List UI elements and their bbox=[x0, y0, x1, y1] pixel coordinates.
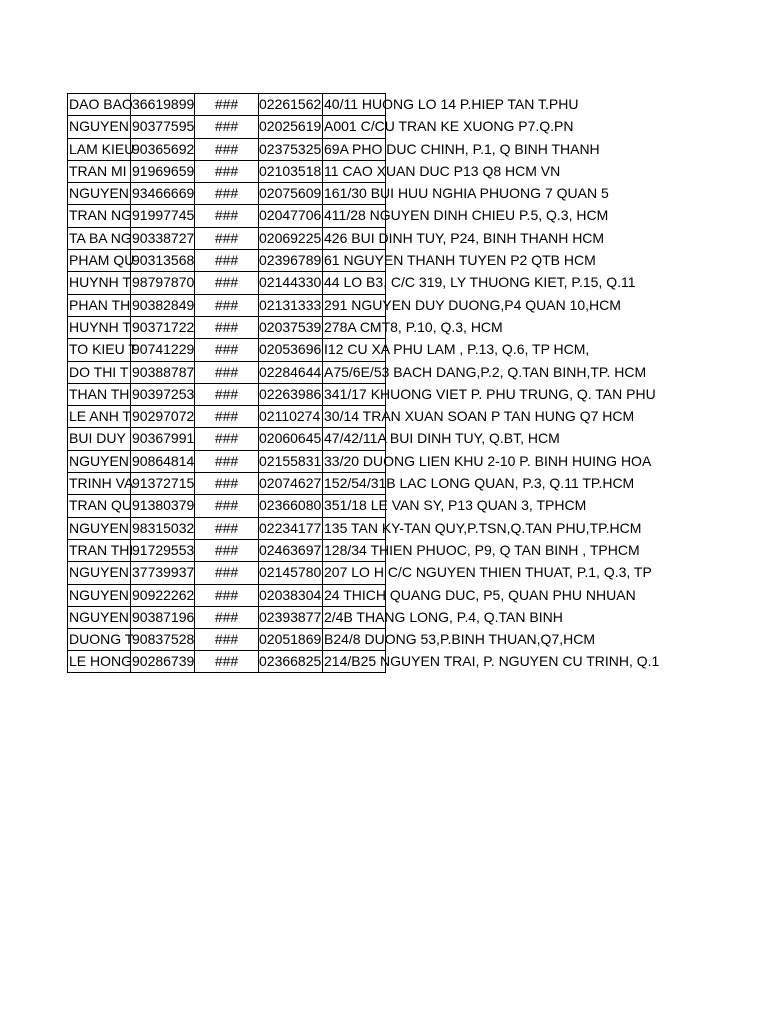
code-cell[interactable]: 02075609 bbox=[258, 182, 322, 204]
name-cell[interactable]: NGUYEN bbox=[67, 115, 130, 137]
code-cell[interactable]: 02051869 bbox=[258, 628, 322, 650]
code-cell[interactable]: 02263986 bbox=[258, 383, 322, 405]
date-cell[interactable]: ### bbox=[194, 115, 258, 137]
address-text: 61 NGUYEN THANH TUYEN P2 QTB HCM bbox=[324, 252, 596, 269]
date-cell[interactable]: ### bbox=[194, 427, 258, 449]
code-cell[interactable]: 02110274 bbox=[258, 405, 322, 427]
name-cell[interactable]: THAN TH bbox=[67, 383, 130, 405]
phone-cell[interactable]: 91372715 bbox=[130, 472, 194, 494]
code-cell[interactable]: 02155831 bbox=[258, 450, 322, 472]
table-row bbox=[67, 294, 647, 316]
date-cell[interactable]: ### bbox=[194, 450, 258, 472]
address-cell[interactable] bbox=[322, 472, 635, 494]
address-cell[interactable] bbox=[322, 338, 590, 360]
date-cell[interactable]: ### bbox=[194, 650, 258, 672]
address-cell[interactable] bbox=[322, 361, 647, 383]
address-text: 351/18 LE VAN SY, P13 QUAN 3, TPHCM bbox=[324, 497, 587, 514]
table-row bbox=[67, 338, 647, 360]
code-cell[interactable]: 02234177 bbox=[258, 517, 322, 539]
address-text: 69A PHO DUC CHINH, P.1, Q BINH THANH bbox=[324, 140, 600, 157]
phone-cell[interactable]: 90382849 bbox=[130, 294, 194, 316]
name-cell[interactable]: HUYNH T bbox=[67, 271, 130, 293]
phone-cell[interactable]: 90387196 bbox=[130, 606, 194, 628]
address-text: 2/4B THANG LONG, P.4, Q.TAN BINH bbox=[324, 608, 563, 625]
address-text: 214/B25 NGUYEN TRAI, P. NGUYEN CU TRINH, Q.1 bbox=[324, 653, 660, 670]
date-cell[interactable]: ### bbox=[194, 517, 258, 539]
address-cell[interactable] bbox=[322, 160, 561, 182]
phone-cell[interactable]: 90365692 bbox=[130, 138, 194, 160]
date-cell[interactable]: ### bbox=[194, 561, 258, 583]
address-cell[interactable] bbox=[322, 316, 503, 338]
phone-cell[interactable]: 91380379 bbox=[130, 494, 194, 516]
table-row bbox=[67, 271, 647, 293]
name-cell[interactable]: TRAN QU bbox=[67, 494, 130, 516]
code-cell[interactable]: 02131333 bbox=[258, 294, 322, 316]
code-cell[interactable]: 02038304 bbox=[258, 584, 322, 606]
phone-cell[interactable]: 98797870 bbox=[130, 271, 194, 293]
name-cell[interactable]: TO KIEU T bbox=[67, 338, 130, 360]
code-cell[interactable]: 02261562 bbox=[258, 93, 322, 115]
name-cell[interactable]: NGUYEN bbox=[67, 584, 130, 606]
address-cell[interactable] bbox=[322, 650, 660, 672]
address-cell[interactable] bbox=[322, 427, 560, 449]
table-row bbox=[67, 472, 647, 494]
name-cell[interactable]: DO THI T bbox=[67, 361, 130, 383]
table-row bbox=[67, 628, 647, 650]
name-cell[interactable]: TA BA NG bbox=[67, 227, 130, 249]
address-text: 207 LO H C/C NGUYEN THIEN THUAT, P.1, Q.3, TP bbox=[324, 564, 652, 581]
date-cell[interactable]: ### bbox=[194, 584, 258, 606]
address-cell[interactable] bbox=[322, 561, 652, 583]
name-cell[interactable]: LAM KIEU bbox=[67, 138, 130, 160]
table-row bbox=[67, 227, 647, 249]
date-cell[interactable]: ### bbox=[194, 227, 258, 249]
address-cell[interactable] bbox=[322, 584, 636, 606]
table-row bbox=[67, 450, 652, 472]
code-cell[interactable]: 02145780 bbox=[258, 561, 322, 583]
code-cell[interactable]: 02144330 bbox=[258, 271, 322, 293]
table-row bbox=[67, 405, 647, 427]
date-cell[interactable]: ### bbox=[194, 338, 258, 360]
spreadsheet-viewport bbox=[67, 93, 660, 693]
date-cell[interactable]: ### bbox=[194, 472, 258, 494]
code-cell[interactable]: 02393877 bbox=[258, 606, 322, 628]
date-cell[interactable]: ### bbox=[194, 204, 258, 226]
table-row bbox=[67, 650, 660, 672]
address-text: 411/28 NGUYEN DINH CHIEU P.5, Q.3, HCM bbox=[324, 207, 609, 224]
date-cell[interactable]: ### bbox=[194, 383, 258, 405]
address-text: 40/11 HUONG LO 14 P.HIEP TAN T.PHU bbox=[324, 96, 579, 112]
address-text: I12 CU XA PHU LAM , P.13, Q.6, TP HCM, bbox=[324, 341, 590, 358]
name-cell[interactable]: TRAN MI bbox=[67, 160, 130, 182]
address-cell[interactable] bbox=[322, 606, 563, 628]
table-row bbox=[67, 606, 647, 628]
date-cell[interactable]: ### bbox=[194, 494, 258, 516]
date-cell[interactable]: ### bbox=[194, 93, 258, 115]
address-cell[interactable] bbox=[322, 271, 636, 293]
phone-cell[interactable]: 90286739 bbox=[130, 650, 194, 672]
address-cell[interactable] bbox=[322, 227, 605, 249]
date-cell[interactable]: ### bbox=[194, 405, 258, 427]
phone-cell[interactable]: 91729553 bbox=[130, 539, 194, 561]
address-cell[interactable] bbox=[322, 494, 587, 516]
address-text: 30/14 TRAN XUAN SOAN P TAN HUNG Q7 HCM bbox=[324, 408, 635, 425]
address-text: B24/8 DUONG 53,P.BINH THUAN,Q7,HCM bbox=[324, 631, 596, 648]
address-cell[interactable] bbox=[322, 294, 621, 316]
table-row bbox=[67, 249, 647, 271]
address-text: 426 BUI DINH TUY, P24, BINH THANH HCM bbox=[324, 229, 605, 246]
address-cell[interactable] bbox=[322, 405, 635, 427]
address-text: 33/20 DUONG LIEN KHU 2-10 P. BINH HUING HOA bbox=[324, 452, 652, 469]
phone-cell[interactable]: 91969659 bbox=[130, 160, 194, 182]
table-row bbox=[67, 160, 647, 182]
table-row bbox=[67, 316, 647, 338]
address-text: 11 CAO XUAN DUC P13 Q8 HCM VN bbox=[324, 162, 561, 179]
code-cell[interactable]: 02463697 bbox=[258, 539, 322, 561]
code-cell[interactable]: 02103518 bbox=[258, 160, 322, 182]
phone-cell[interactable]: 90388787 bbox=[130, 361, 194, 383]
address-text: 152/54/31B LAC LONG QUAN, P.3, Q.11 TP.HCM bbox=[324, 475, 635, 492]
name-cell[interactable]: TRAN THI bbox=[67, 539, 130, 561]
phone-cell[interactable]: 90371722 bbox=[130, 316, 194, 338]
date-cell[interactable]: ### bbox=[194, 316, 258, 338]
phone-cell[interactable]: 90922262 bbox=[130, 584, 194, 606]
table-row bbox=[67, 517, 647, 539]
address-cell[interactable] bbox=[322, 517, 642, 539]
name-cell[interactable]: DAO BAO bbox=[67, 93, 130, 115]
date-cell[interactable]: ### bbox=[194, 138, 258, 160]
phone-cell[interactable]: 98315032 bbox=[130, 517, 194, 539]
table-row bbox=[67, 138, 647, 160]
phone-cell[interactable]: 90313568 bbox=[130, 249, 194, 271]
phone-cell[interactable]: 91997745 bbox=[130, 204, 194, 226]
phone-cell[interactable]: 93466669 bbox=[130, 182, 194, 204]
phone-cell[interactable]: 37739937 bbox=[130, 561, 194, 583]
code-cell[interactable]: 02060645 bbox=[258, 427, 322, 449]
address-cell[interactable] bbox=[322, 539, 640, 561]
table-row bbox=[67, 494, 647, 516]
address-cell[interactable] bbox=[322, 138, 600, 160]
code-cell[interactable]: 02069225 bbox=[258, 227, 322, 249]
phone-cell[interactable]: 90397253 bbox=[130, 383, 194, 405]
name-cell[interactable]: LE HONG bbox=[67, 650, 130, 672]
table-row bbox=[67, 584, 647, 606]
address-cell[interactable] bbox=[322, 450, 652, 472]
table-row bbox=[67, 539, 647, 561]
name-cell[interactable]: PHAM QU bbox=[67, 249, 130, 271]
date-cell[interactable]: ### bbox=[194, 606, 258, 628]
address-text: 135 TAN KY-TAN QUY,P.TSN,Q.TAN PHU,TP.HCM bbox=[324, 519, 642, 536]
name-cell[interactable]: NGUYEN bbox=[67, 606, 130, 628]
name-cell[interactable]: DUONG T bbox=[67, 628, 130, 650]
date-cell[interactable]: ### bbox=[194, 539, 258, 561]
phone-cell[interactable]: 90864814 bbox=[130, 450, 194, 472]
phone-cell[interactable]: 90837528 bbox=[130, 628, 194, 650]
address-text: 47/42/11A BUI DINH TUY, Q.BT, HCM bbox=[324, 430, 560, 447]
address-text: 278A CMT8, P.10, Q.3, HCM bbox=[324, 318, 503, 335]
code-cell[interactable]: 02047706 bbox=[258, 204, 322, 226]
code-cell[interactable]: 02366825 bbox=[258, 650, 322, 672]
address-text: A75/6E/53 BACH DANG,P.2, Q.TAN BINH,TP. HCM bbox=[324, 363, 647, 380]
name-cell[interactable]: NGUYEN bbox=[67, 517, 130, 539]
code-cell[interactable]: 02037539 bbox=[258, 316, 322, 338]
table-row bbox=[67, 182, 647, 204]
address-cell[interactable] bbox=[322, 93, 579, 115]
name-cell[interactable]: PHAN TH bbox=[67, 294, 130, 316]
name-cell[interactable]: NGUYEN bbox=[67, 450, 130, 472]
name-cell[interactable]: TRAN NG bbox=[67, 204, 130, 226]
name-cell[interactable]: LE ANH T bbox=[67, 405, 130, 427]
phone-cell[interactable]: 90338727 bbox=[130, 227, 194, 249]
address-text: A001 C/CU TRAN KE XUONG P7.Q.PN bbox=[324, 118, 574, 135]
phone-cell[interactable]: 90377595 bbox=[130, 115, 194, 137]
table-row bbox=[67, 383, 656, 405]
date-cell[interactable]: ### bbox=[194, 361, 258, 383]
date-cell[interactable]: ### bbox=[194, 249, 258, 271]
name-cell[interactable]: NGUYEN bbox=[67, 182, 130, 204]
table-row bbox=[67, 115, 647, 137]
spreadsheet-table bbox=[67, 93, 660, 673]
name-cell[interactable]: HUYNH T bbox=[67, 316, 130, 338]
phone-cell[interactable]: 36619899 bbox=[130, 93, 194, 115]
name-cell[interactable]: NGUYEN bbox=[67, 561, 130, 583]
code-cell[interactable]: 02284644 bbox=[258, 361, 322, 383]
address-cell[interactable] bbox=[322, 115, 574, 137]
table-row bbox=[67, 561, 652, 583]
date-cell[interactable]: ### bbox=[194, 294, 258, 316]
date-cell[interactable]: ### bbox=[194, 628, 258, 650]
address-text: 24 THICH QUANG DUC, P5, QUAN PHU NHUAN bbox=[324, 586, 636, 603]
table-row bbox=[67, 427, 647, 449]
phone-cell[interactable]: 90297072 bbox=[130, 405, 194, 427]
table-row bbox=[67, 93, 647, 115]
address-cell[interactable] bbox=[322, 182, 609, 204]
table-row bbox=[67, 204, 647, 226]
code-cell[interactable]: 02375325 bbox=[258, 138, 322, 160]
code-cell[interactable]: 02025619 bbox=[258, 115, 322, 137]
name-cell[interactable]: TRINH VA bbox=[67, 472, 130, 494]
address-text: 291 NGUYEN DUY DUONG,P4 QUAN 10,HCM bbox=[324, 296, 621, 313]
code-cell[interactable]: 02074627 bbox=[258, 472, 322, 494]
code-cell[interactable]: 02366080 bbox=[258, 494, 322, 516]
address-text: 128/34 THIEN PHUOC, P9, Q TAN BINH , TPHCM bbox=[324, 541, 640, 558]
address-cell[interactable] bbox=[322, 204, 609, 226]
name-cell[interactable]: BUI DUY bbox=[67, 427, 130, 449]
phone-cell[interactable]: 90741229 bbox=[130, 338, 194, 360]
date-cell[interactable]: ### bbox=[194, 182, 258, 204]
date-cell[interactable]: ### bbox=[194, 271, 258, 293]
address-cell[interactable] bbox=[322, 249, 596, 271]
address-text: 44 LO B3, C/C 319, LY THUONG KIET, P.15, Q.11 bbox=[324, 274, 636, 291]
address-text: 341/17 KHUONG VIET P. PHU TRUNG, Q. TAN PHU bbox=[324, 385, 656, 402]
code-cell[interactable]: 02053696 bbox=[258, 338, 322, 360]
code-cell[interactable]: 02396789 bbox=[258, 249, 322, 271]
address-text: 161/30 BUI HUU NGHIA PHUONG 7 QUAN 5 bbox=[324, 185, 609, 202]
date-cell[interactable]: ### bbox=[194, 160, 258, 182]
address-cell[interactable] bbox=[322, 628, 596, 650]
phone-cell[interactable]: 90367991 bbox=[130, 427, 194, 449]
address-cell[interactable] bbox=[322, 383, 656, 405]
table-row bbox=[67, 361, 647, 383]
